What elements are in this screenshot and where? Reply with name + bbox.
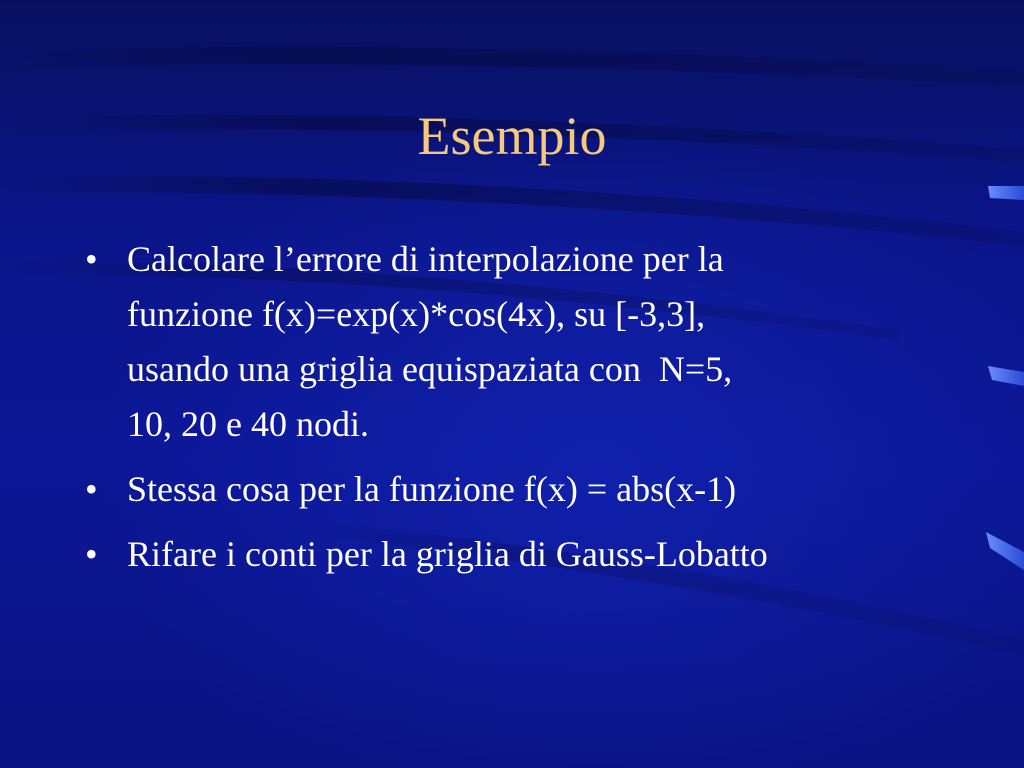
bullet-item xyxy=(85,232,945,452)
bullet-icon: • xyxy=(85,239,98,279)
bg-tick xyxy=(988,186,1024,200)
bullet-text-line: usando una griglia equispaziata con N=5, xyxy=(127,349,733,389)
slide-title: Esempio xyxy=(417,106,607,166)
bullet-item xyxy=(85,527,945,582)
bg-tick xyxy=(986,532,1024,570)
bullet-text-line: 10, 20 e 40 nodi. xyxy=(127,404,369,444)
bullet-icon: • xyxy=(85,534,98,574)
bullet-text-line: Rifare i conti per la griglia di Gauss-Lobatto xyxy=(127,534,768,574)
bg-tick xyxy=(988,366,1024,386)
bullet-text-line: Stessa cosa per la funzione f(x) = abs(x-1) xyxy=(127,469,737,509)
bullet-icon: • xyxy=(85,469,98,509)
bg-streak xyxy=(0,47,1024,86)
bullet-text-line: Calcolare l’errore di interpolazione per la xyxy=(127,239,724,279)
bullet-text-line: funzione f(x)=exp(x)*cos(4x), su [-3,3], xyxy=(127,294,706,334)
bullet-list xyxy=(85,232,945,592)
bullet-item xyxy=(85,462,945,517)
